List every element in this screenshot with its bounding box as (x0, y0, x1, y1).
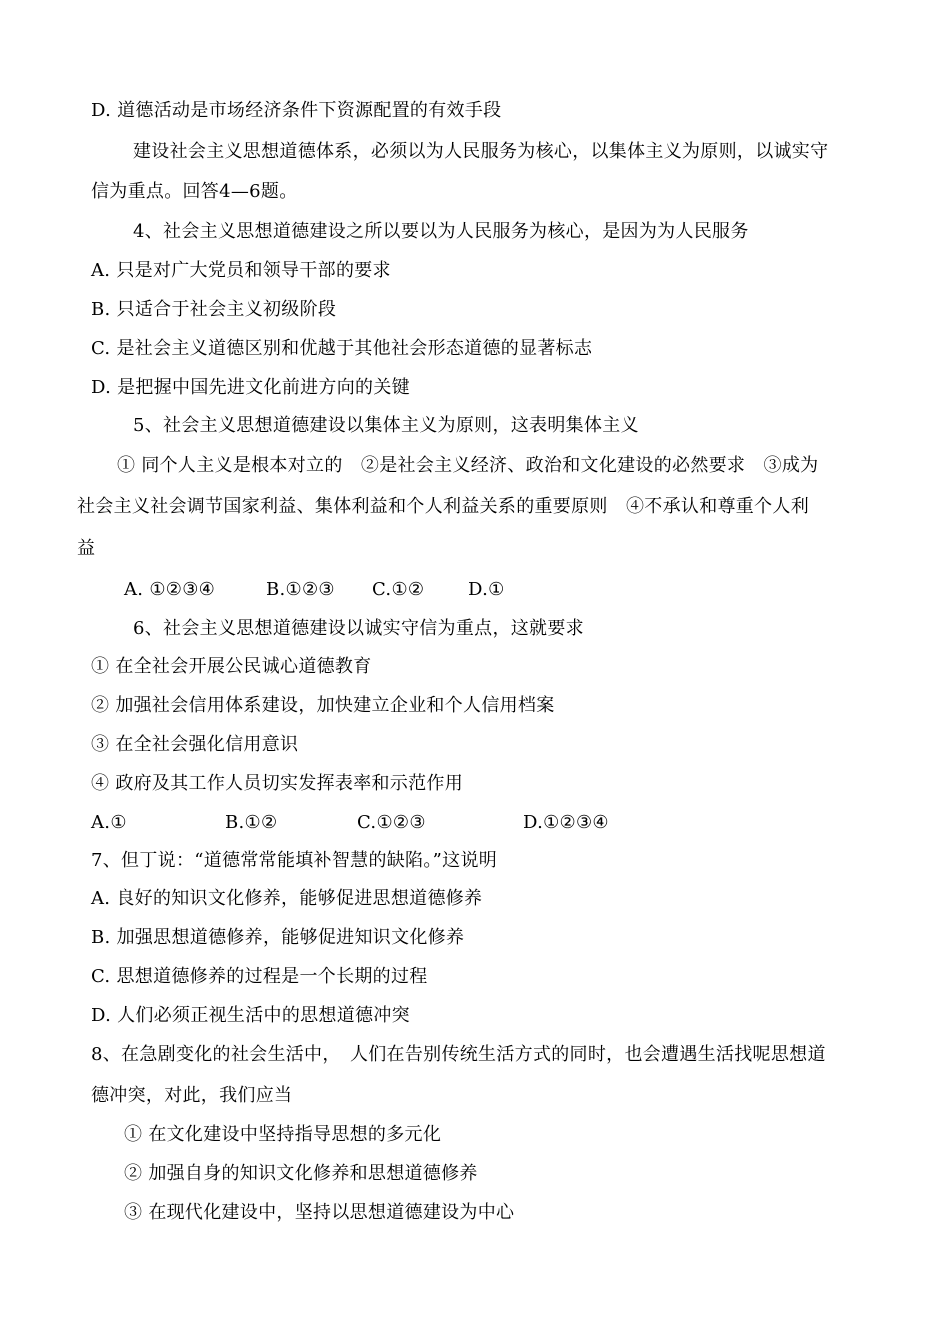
question-4-option-c: C. 是社会主义道德区别和优越于其他社会形态道德的显著标志 (91, 338, 593, 359)
question-5-option-d: D.① (468, 579, 505, 600)
question-8-statement-2: ② 加强自身的知识文化修养和思想道德修养 (124, 1163, 478, 1184)
question-4-option-a: A. 只是对广大党员和领导干部的要求 (91, 260, 391, 281)
question-8-statement-1: ① 在文化建设中坚持指导思想的多元化 (124, 1124, 442, 1145)
question-6-statement-2: ② 加强社会信用体系建设，加快建立企业和个人信用档案 (91, 695, 555, 716)
question-7-option-a: A. 良好的知识文化修养，能够促进思想道德修养 (91, 888, 483, 909)
question-5-option-c: C.①② (372, 579, 425, 600)
question-6-statement-3: ③ 在全社会强化信用意识 (91, 734, 299, 755)
question-5-stem: 5、社会主义思想道德建设以集体主义为原则，这表明集体主义 (133, 415, 639, 436)
question-7-option-c: C. 思想道德修养的过程是一个长期的过程 (91, 966, 428, 987)
question-8-statement-3: ③ 在现代化建设中，坚持以思想道德建设为中心 (124, 1202, 515, 1223)
question-5-statements-line-1: ① 同个人主义是根本对立的 ②是社会主义经济、政治和文化建设的必然要求 ③成为 (117, 455, 819, 476)
question-6-option-b: B.①② (225, 812, 278, 833)
question-7-option-d: D. 人们必须正视生活中的思想道德冲突 (91, 1005, 410, 1026)
question-4-option-d: D. 是把握中国先进文化前进方向的关键 (91, 377, 410, 398)
passage-intro-line-2: 信为重点。回答4—6题。 (91, 181, 298, 202)
question-4-stem: 4、社会主义思想道德建设之所以要以为人民服务为核心，是因为为人民服务 (133, 221, 749, 242)
question-8-stem-line-2: 德冲突，对此，我们应当 (91, 1085, 293, 1106)
question-5-statements-line-3: 益 (77, 538, 96, 559)
passage-intro-line-1: 建设社会主义思想道德体系，必须以为人民服务为核心，以集体主义为原则，以诚实守 (133, 141, 829, 162)
question-6-statement-4: ④ 政府及其工作人员切实发挥表率和示范作用 (91, 773, 464, 794)
question-6-stem: 6、社会主义思想道德建设以诚实守信为重点，这就要求 (133, 618, 584, 639)
question-5-option-b: B.①②③ (266, 579, 335, 600)
question-6-option-a: A.① (91, 812, 127, 833)
q3-option-d: D. 道德活动是市场经济条件下资源配置的有效手段 (91, 100, 502, 121)
question-7-stem: 7、但丁说：“道德常常能填补智慧的缺陷。”这说明 (91, 850, 498, 871)
question-6-option-d: D.①②③④ (523, 812, 609, 833)
question-4-option-b: B. 只适合于社会主义初级阶段 (91, 299, 337, 320)
question-5-option-a: A. ①②③④ (124, 579, 216, 600)
question-8-stem-line-1: 8、在急剧变化的社会生活中， 人们在告别传统生活方式的同时，也会遭遇生活找呢思想道 (91, 1044, 826, 1065)
question-6-option-c: C.①②③ (357, 812, 426, 833)
question-6-statement-1: ① 在全社会开展公民诚心道德教育 (91, 656, 372, 677)
question-7-option-b: B. 加强思想道德修养，能够促进知识文化修养 (91, 927, 465, 948)
question-5-statements-line-2: 社会主义社会调节国家利益、集体利益和个人利益关系的重要原则 ④不承认和尊重个人利 (77, 496, 809, 517)
